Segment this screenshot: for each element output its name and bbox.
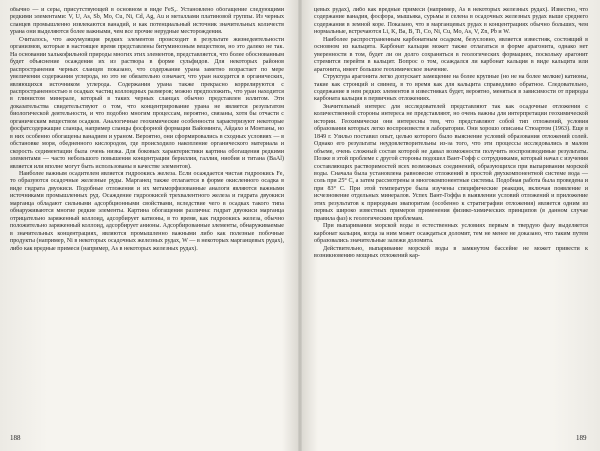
- paragraph: обычно — и серы, присутствующей в основном в виде FeS₂. Установлено обогащение следующими редкими элементами: V, U, As, Sb, Mo, Cu, Ni, Cd, Ag, Au и металлами платиновой группы. Из черных сланцев промышленно извлекаются ванадий, и как потенциальный источник значительных количеств урана они выделяются более важными, чем все прочие нерудные месторождения.: [10, 7, 284, 36]
- paragraph: Структура арагонита легко допускает замещение на более крупные (но не на более мелкие) катионы, такие как стронций и свинец, в то время как для кальцита справедливо обратное. Следовательно, содержание в нем редких элементов в известняках будет, вероятно, меняться в зависимости от природы карбоната кальция в первичных отложениях.: [314, 74, 588, 103]
- paragraph: Наиболее распространенным карбонатным осадком, безусловно, является известняк, состоящий в основном из кальцита. Карбонат кальция может также отлагаться в форме арагонита, однако нет уверенности в том, будет ли он долго сохраняться в геологических формациях, поскольку арагонит стремится перейти в кальцит. Вопрос о том, осаждался ли карбонат кальция в виде кальцита или арагонита, имеет большое геохимическое значение.: [314, 36, 588, 73]
- left-page-text: [10, 7, 284, 253]
- right-page: [314, 7, 588, 443]
- page-number-left: 188: [10, 434, 21, 442]
- paragraph: При выпаривании морской воды в естественных условиях первым в твердую фазу выделяется карбонат кальция, когда за ним может осаждаться доломит, тем не менее не доказано, что таким путем образовались значительные залежи доломита.: [314, 223, 588, 245]
- book-gutter: [298, 0, 302, 451]
- right-page-text: [314, 7, 588, 260]
- left-page: [10, 7, 284, 443]
- paragraph: Наиболее важным осадителем является гидроокись железа. Если осаждается чистая гидроокись Fe, то образуются осадочные железные руды. Марганец также отлагается в форме окисленного осадка в виде гидрата двуокиси. Подобные отложения и их метаморфизованные аналоги являются важными источниками промышленных руд. Осаждение гидроокисей трехвалентного железа и гидрата двуокиси марганца обладают сильными адсорбционными свойствами, вследствие чего в осадках такого типа обнаруживаются многие редкие элементы. Картина обогащения различна: гидрат двуокиси марганца отрицательно заряженный коллоид, адсорбирует катионы, в то время, как гидроокись железа, обычно положительно заряженный коллоид, адсорбирует анионы. Адсорбированные элементы, обнаруживаемые в значительных концентрациях, являются промышленно важными либо как полезные побочные продукты (например, Ni в некоторых осадочных железных рудах, W — в некоторых марганцевых рудах), либо как вредные примеси (например, As в некоторых железных рудах).: [10, 170, 284, 252]
- paragraph: цевых рудах), либо как вредные примеси (например, As в некоторых железных рудах). Известно, что содержание ванадия, фосфора, мышьяка, сурьмы и селена в осадочных железных рудах выше среднего содержания в земной коре. Показано, что в марганцевых рудах в концентрациях обычно больших, чем нормальные, встречаются Li, K, Ba, B, Ti, Co, Ni, Cu, Mo, As, V, Zn, Pb и W.: [314, 7, 588, 36]
- page-number-right: 189: [576, 434, 587, 442]
- paragraph: Значительный интерес для исследователей представляют так как осадочные отложения с количественной стороны интереса не представляют, но очень важны для интерпретации геохимической истории. Геохимически они интересны тем, что представляют собой тип отложений, условия образования которых легко воспроизвести в лаборатории. Они хорошо описаны Стюартом (1963). Еще в 1849 г. Узильо поставил опыт, целью которого было выяснение условий образования отложений солей. Однако его результаты неудовлетворительны из-за того, что эти процессы исследовались в малом объеме, очень сложный состав которой не давал возможности получить воспроизводимые результаты. Позже в этой проблеме с другой стороны подошел Вант-Гофф с сотрудниками, который начал с изучения составляющих растворимостей всех возможных соединений, образующихся при выпаривании морской воды. Сначала была установлена равновесие отложений в простой двухкомпонентной системе вода — соль при 25° С, а затем рассмотрены и многокомпонентные системы. Подобная работа была проведена и при 83° С. При этой температуре была изучены специфические реакции, включая появление и исчезновение отдельных минералов. Успех Вант-Гоффа в выявлении условий отложений и приложение этих результатов к природным эвапоритам (особенно к стратиграфии отложения) является одним из первых широко известных примеров применения физико-химических принципов (в данном случае правила фаз) к геологическим проблемам.: [314, 103, 588, 222]
- paragraph: Считалось, что аккумуляция редких элементов происходит в результате жизнедеятельности организмов, которые в настоящее время представлены битуминозным веществом, но это далеко не так. На основании халькофильной природы многих этих элементов, представляется, что более обоснованным будет объяснение осаждения их из раствора в форме сульфидов. Для некоторых районов распространения черных сланцев показано, что содержание урана заметно возрастает по мере увеличения содержания углерода, но это не обязательно означает, что уран находится в органических, являющихся источником углерода. Содержания урана также прекрасно коррелируются с распространенностью в осадках частиц коллоидных размеров; можно предположить, что уран находится в глинистом минерале, который в таких черных сланцах обычно представлен иллитом. Эти доказательства свидетельствуют о том, что концентрирование урана не является результатом биологической деятельности, и что подобно многим процессам, вероятно, связаны, хотя бы отчасти с органическим веществом осадков. Аналогичные геохимические особенности характеризуют некоторые фосфатсодержащие сланцы, например сланцы фосфорной формации Вайоминга, Айдахо и Монтаны, но в них особенно обогащены ванадием и ураном. Вероятно, они сформировались в сходных условиях — в обстановке моря, обедненного кислородом, где происходило накопление органического материала и скорость седиментации была очень низка. Для боковых характеристики картина обогащения редкими элементами — часто небольшого повышения концентрации бериллия, галлия, ниобия и титана (BaAl) является или вполне могут быть использованы в качестве элементов).: [10, 36, 284, 170]
- paragraph: Действительно, выпаривание морской воды в замкнутом бассейне не может привести к возникновению мощных отложений кар-: [314, 245, 588, 259]
